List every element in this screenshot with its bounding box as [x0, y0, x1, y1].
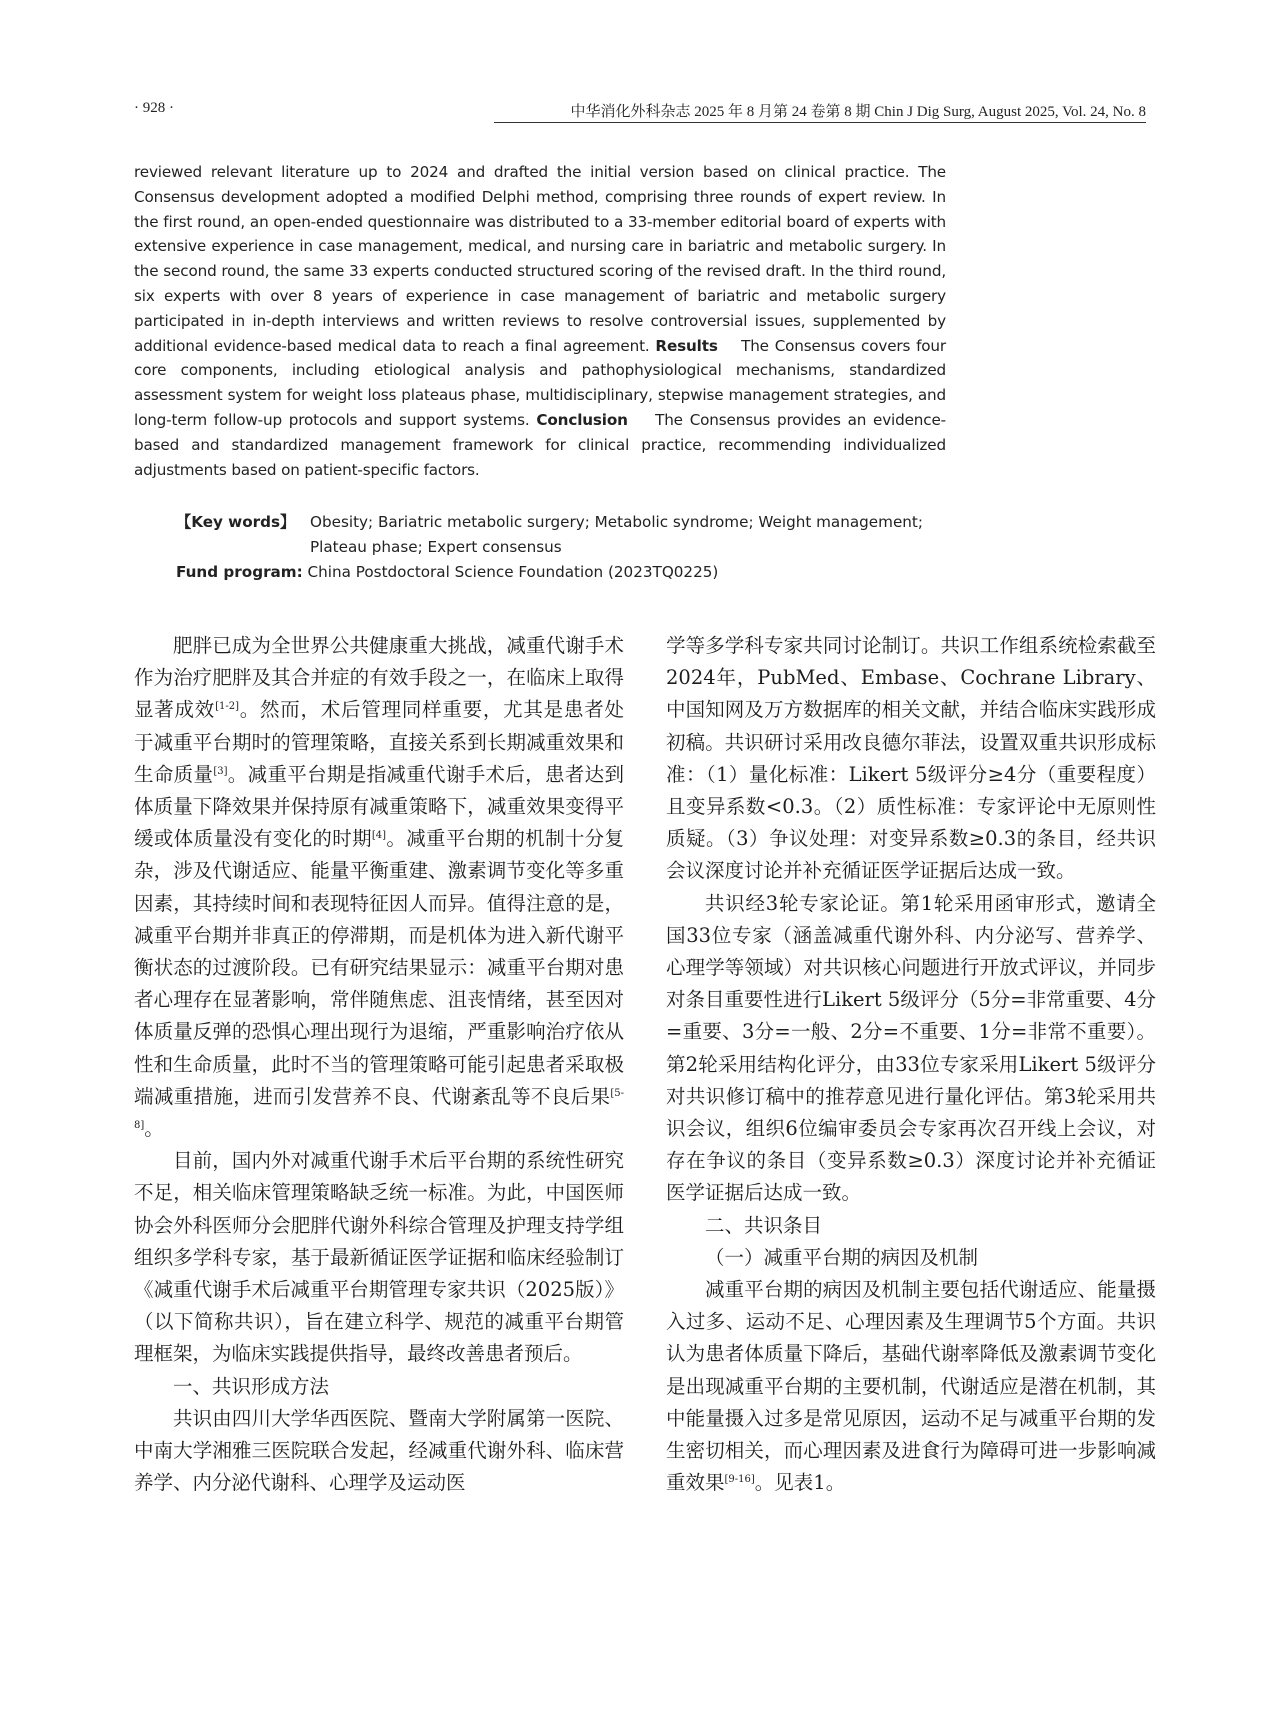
running-header	[134, 100, 1146, 122]
fund-program	[176, 560, 976, 585]
fund-label: Fund program:	[176, 563, 303, 581]
section-heading-items: 二、共识条目	[705, 1213, 823, 1237]
methods-paragraph-cont: 学等多学科专家共同讨论制订。共识工作组系统检索截至2024年，PubMed、Embase、Cochrane Library、中国知网及万方数据库的相关文献，并结合临床实践形成初稿。共识研讨采用改良德尔菲法，设置双重共识形成标准：（1）量化标准：Likert 5级评分≥4分（重要程度）且变异系数<0.3。（2）质性标准：专家评论中无原则性质疑。（3）争议处理：对变异系数≥0.3的条目，经共识会议深度讨论并补充循证医学证据后达成一致。	[666, 634, 1156, 883]
citation: [9-16]	[724, 1474, 755, 1486]
conclusion-text: The Consensus provides an evidence-based and standardized management framework for clinical practice, recommending individualized adjustments based on patient-specific factors.	[134, 410, 946, 479]
text-run: 。然而，术后管理同样重要，尤其是患者处于减重平台期时的管理策略，直接关系到长期减重效果和生命质量	[134, 698, 624, 786]
text-run: 肥胖已成为全世界公共健康重大挑战，减重代谢手术作为治疗肥胖及其合并症的有效手段之一，在临床上取得显著成效	[134, 634, 624, 722]
citation: [5-8]	[134, 1087, 624, 1132]
citation: [3]	[213, 765, 228, 777]
text-run: 减重平台期的病因及机制主要包括代谢适应、能量摄入过多、运动不足、心理因素及生理调节5个方面。共识认为患者体质量下降后，基础代谢率降低及激素调节变化是出现减重平台期的主要机制，代谢适应是潜在机制，其中能量摄入过多是常见原因，运动不足与减重平台期的发生密切相关，而心理因素及进食行为障碍可进一步影响减重效果	[666, 1278, 1156, 1495]
keywords-block	[176, 510, 948, 560]
fund-text: China Postdoctoral Science Foundation (2023TQ0225)	[307, 563, 719, 581]
intro-paragraph-2: 目前，国内外对减重代谢手术后平台期的系统性研究不足，相关临床管理策略缺乏统一标准。为此，中国医师协会外科医师分会肥胖代谢外科综合管理及护理支持学组组织多学科专家，基于最新循证医学证据和临床经验制订《减重代谢手术后减重平台期管理专家共识（2025版）》（以下简称共识），旨在建立科学、规范的减重平台期管理框架，为临床实践提供指导，最终改善患者预后。	[134, 1149, 624, 1366]
section-heading-methods: 一、共识形成方法	[173, 1374, 330, 1398]
keywords-label: 【Key words】	[176, 513, 296, 531]
left-column	[134, 630, 624, 1499]
intro-paragraph-1	[134, 630, 624, 1145]
journal-citation: 中华消化外科杂志 2025 年 8 月第 24 卷第 8 期 Chin J Dig Surg, August 2025, Vol. 24, No. 8	[570, 104, 1146, 120]
results-text: The Consensus covers four core components, including etiological analysis and pathophysiological mechanisms, standardized assessment system for weight loss plateaus phase, multidisciplinary, stepwise management strategies, and long-term follow-up protocols and support systems.	[134, 336, 947, 429]
page-number: · 928 ·	[134, 100, 174, 116]
text-run: 。减重平台期是指减重代谢手术后，患者达到体质量下降效果并保持原有减重策略下，减重效果变得平缓或体质量没有变化的时期	[134, 762, 624, 851]
text-run: 。减重平台期的机制十分复杂，涉及代谢适应、能量平衡重建、激素调节变化等多重因素，其持续时间和表现特征因人而异。值得注意的是，减重平台期并非真正的停滞期，而是机体为进入新代谢平衡状态的过渡阶段。已有研究结果显示：减重平台期对患者心理存在显著影响，常伴随焦虑、沮丧情绪，甚至因对体质量反弹的恐惧心理出现行为退缩，严重影响治疗依从性和生命质量，此时不当的管理策略可能引起患者采取极端减重措施，进而引发营养不良、代谢紊乱等不良后果	[134, 827, 624, 1108]
citation: [1-2]	[215, 701, 239, 713]
citation: [4]	[371, 830, 387, 842]
etiology-paragraph	[666, 1274, 1156, 1499]
right-column	[666, 630, 1156, 1499]
methods-paragraph: 共识由四川大学华西医院、暨南大学附属第一医院、中南大学湘雅三医院联合发起，经减重代谢外科、临床营养学、内分泌代谢科、心理学及运动医	[134, 1406, 624, 1495]
text-run: 。	[144, 1117, 164, 1141]
text-run: 。见表1。	[754, 1471, 846, 1495]
keywords-text: Obesity; Bariatric metabolic surgery; Metabolic syndrome; Weight management; Plateau phase; Expert consensus	[310, 513, 923, 556]
delphi-paragraph: 共识经3轮专家论证。第1轮采用函审形式，邀请全国33位专家（涵盖减重代谢外科、内分泌写、营养学、心理学等领域）对共识核心问题进行开放式评议，并同步对条目重要性进行Likert 5级评分（5分=非常重要、4分=重要、3分=一般、2分=不重要、1分=非常不重要）。第2轮采用结构化评分，由33位专家采用Likert 5级评分对共识修订稿中的推荐意见进行量化评估。第3轮采用共识会议，组织6位编审委员会专家再次召开线上会议，对存在争议的条目（变异系数≥0.3）深度讨论并补充循证医学证据后达成一致。	[666, 891, 1156, 1205]
results-label: Results	[655, 336, 718, 355]
abstract-methods-text: reviewed relevant literature up to 2024 and drafted the initial version based on clinical practice. The Consensus development adopted a modified Delphi method, comprising three rounds of expert review. In the first round, an open-ended questionnaire was distributed to a 33-member editorial board of experts with extensive experience in case management, medical, and nursing care in bariatric and metabolic surgery. In the second round, the same 33 experts conducted structured scoring of the revised draft. In the third round, six experts with over 8 years of experience in case management of bariatric and metabolic surgery participated in in-depth interviews and written reviews to resolve controversial issues, supplemented by additional evidence-based medical data to reach a final agreement.	[134, 163, 946, 355]
conclusion-label: Conclusion	[536, 410, 628, 429]
header-rule	[494, 122, 1146, 123]
subsection-heading-etiology: （一）减重平台期的病因及机制	[705, 1245, 979, 1269]
english-abstract	[134, 160, 946, 482]
abstract-paragraph	[134, 160, 946, 482]
